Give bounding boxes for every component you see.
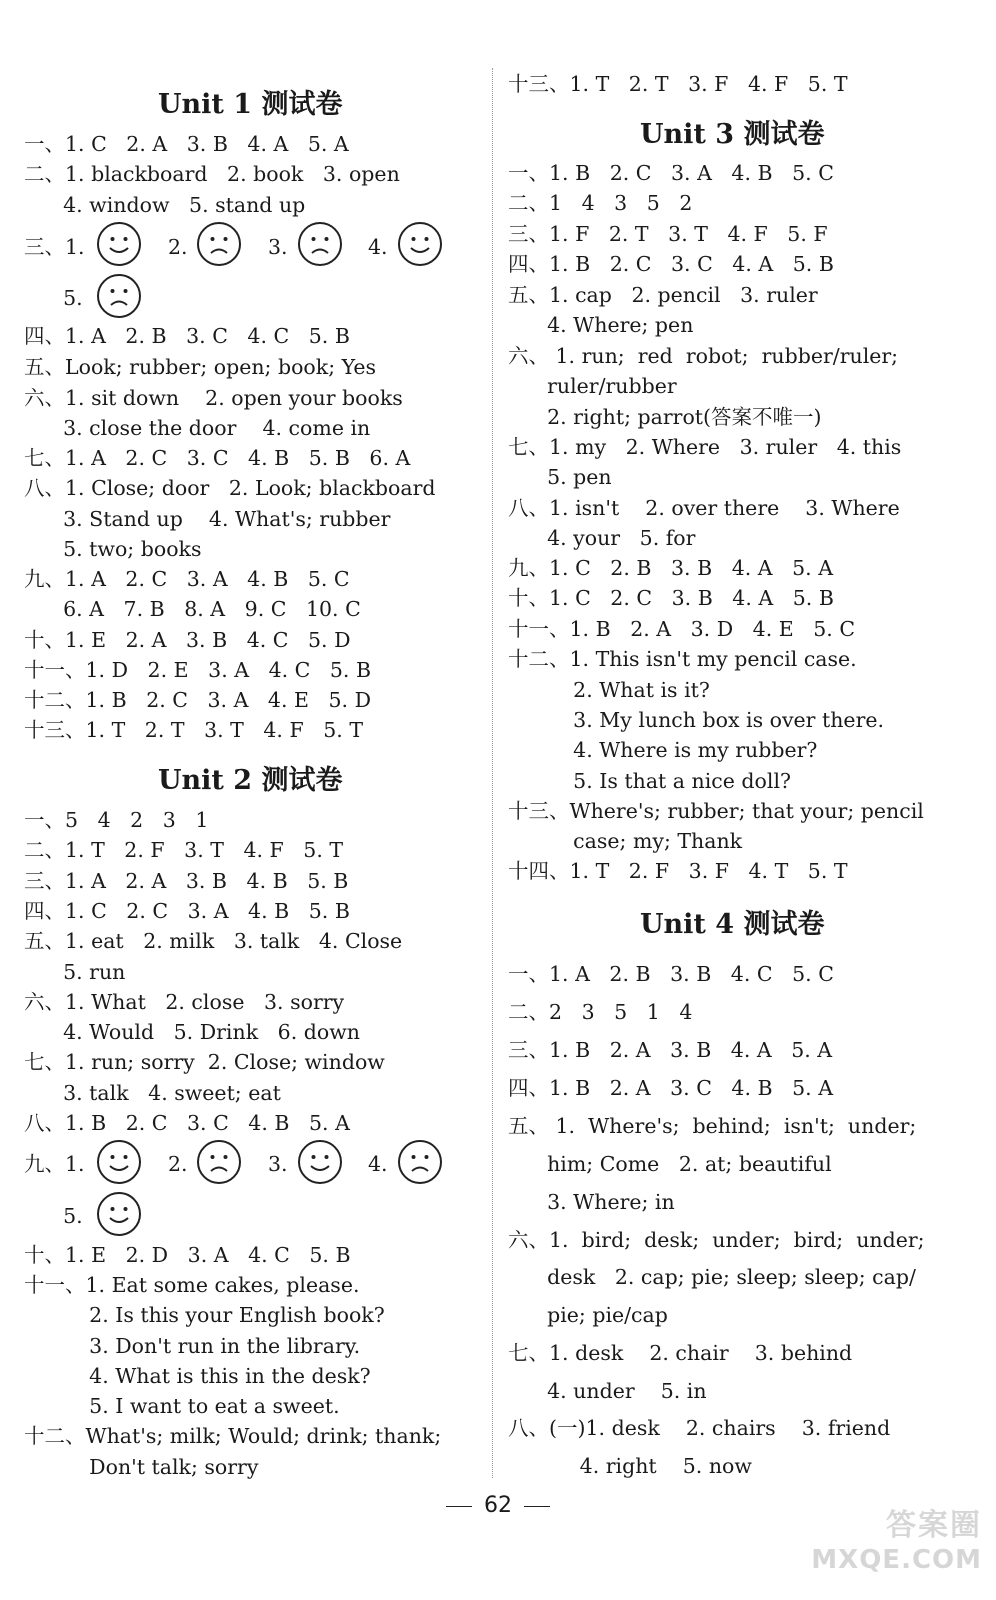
answer-line: 九、1. C 2. B 3. B 4. A 5. A <box>508 556 833 580</box>
smile-face-icon <box>97 1192 141 1236</box>
answer-line: 十、1. E 2. D 3. A 4. C 5. B <box>24 1243 351 1267</box>
answer-line: 九、1. <box>24 1152 85 1176</box>
answer-line: 一、5 4 2 3 1 <box>24 808 209 832</box>
answer-line: 3. <box>268 235 288 259</box>
answer-line: 十三、1. T 2. T 3. T 4. F 5. T <box>24 718 363 742</box>
answer-line: Don't talk; sorry <box>24 1455 259 1479</box>
frown-face-icon <box>197 222 241 266</box>
answer-line: case; my; Thank <box>508 829 743 853</box>
answer-line: 4. your 5. for <box>508 526 696 550</box>
answer-line: 七、1. A 2. C 3. C 4. B 5. B 6. A <box>24 446 411 470</box>
answer-line: 五、1. cap 2. pencil 3. ruler <box>508 283 818 307</box>
answer-line: 2. Is this your English book? <box>24 1303 385 1327</box>
answer-line: 四、1. B 2. C 3. C 4. A 5. B <box>508 252 834 276</box>
unit4-title: Unit 4 测试卷 <box>640 909 825 940</box>
answer-line: 3. Where; in <box>508 1190 675 1214</box>
answer-line: 四、1. C 2. C 3. A 4. B 5. B <box>24 899 350 923</box>
answer-line: 二、2 3 5 1 4 <box>508 1000 693 1024</box>
answer-line: 七、1. my 2. Where 3. ruler 4. this <box>508 435 902 459</box>
frown-face-icon <box>197 1140 241 1184</box>
answer-line: 2. What is it? <box>508 678 710 702</box>
answer-line: 三、1. B 2. A 3. B 4. A 5. A <box>508 1038 833 1062</box>
smile-face-icon <box>398 222 442 266</box>
page-number-text: 62 <box>484 1493 512 1518</box>
answer-line: 6. A 7. B 8. A 9. C 10. C <box>24 597 361 621</box>
answer-line: 5. pen <box>508 465 612 489</box>
answer-line: 七、1. desk 2. chair 3. behind <box>508 1341 853 1365</box>
answer-line: 4. <box>368 1152 388 1176</box>
frown-face-icon <box>97 274 141 318</box>
answer-line: 九、1. A 2. C 3. A 4. B 5. C <box>24 567 350 591</box>
answer-line: 3. close the door 4. come in <box>24 416 371 440</box>
answer-line: ruler/rubber <box>508 374 677 398</box>
answer-line: pie; pie/cap <box>508 1303 668 1327</box>
answer-line: 五、Look; rubber; open; book; Yes <box>24 355 377 379</box>
answer-line: 二、1. blackboard 2. book 3. open <box>24 162 400 186</box>
answer-line: 十四、1. T 2. F 3. F 4. T 5. T <box>508 859 848 883</box>
answer-line: 六、1. sit down 2. open your books <box>24 386 403 410</box>
answer-line: desk 2. cap; pie; sleep; sleep; cap/ <box>508 1265 916 1289</box>
page-number <box>0 1493 996 1518</box>
answer-line: 五、 1. Where's; behind; isn't; under; <box>508 1114 917 1138</box>
answer-line: 五、1. eat 2. milk 3. talk 4. Close <box>24 929 403 953</box>
answer-line: 十、1. C 2. C 3. B 4. A 5. B <box>508 586 834 610</box>
answer-line: 十一、1. Eat some cakes, please. <box>24 1273 360 1297</box>
answer-line: 二、1 4 3 5 2 <box>508 191 693 215</box>
unit2-title: Unit 2 测试卷 <box>158 765 343 796</box>
smile-face-icon <box>97 1140 141 1184</box>
answer-line: 4. Would 5. Drink 6. down <box>24 1020 360 1044</box>
answer-line: 八、1. Close; door 2. Look; blackboard <box>24 476 436 500</box>
answer-line: 4. under 5. in <box>508 1379 707 1403</box>
answer-line: 十一、1. D 2. E 3. A 4. C 5. B <box>24 658 372 682</box>
answer-line: 4. Where; pen <box>508 313 694 337</box>
answer-line: 四、1. A 2. B 3. C 4. C 5. B <box>24 324 350 348</box>
answer-line: 3. <box>268 1152 288 1176</box>
answer-line: 5. run <box>24 960 126 984</box>
answer-line: 六、 1. run; red robot; rubber/ruler; <box>508 344 899 368</box>
answer-line: 三、1. A 2. A 3. B 4. B 5. B <box>24 869 349 893</box>
answer-line: 十二、What's; milk; Would; drink; thank; <box>24 1424 442 1448</box>
unit1-title: Unit 1 测试卷 <box>158 89 343 120</box>
answer-line: 一、1. C 2. A 3. B 4. A 5. A <box>24 132 349 156</box>
answer-line: 3. Stand up 4. What's; rubber <box>24 507 391 531</box>
answer-line: 四、1. B 2. A 3. C 4. B 5. A <box>508 1076 833 1100</box>
answer-line: 2. <box>168 235 188 259</box>
answer-line: 八、(一)1. desk 2. chairs 3. friend <box>508 1416 891 1440</box>
answer-line: 十、1. E 2. A 3. B 4. C 5. D <box>24 628 351 652</box>
smile-face-icon <box>298 1140 342 1184</box>
answer-line: 六、1. What 2. close 3. sorry <box>24 990 345 1014</box>
answer-line: 三、1. <box>24 235 85 259</box>
frown-face-icon <box>298 222 342 266</box>
answer-line: 二、1. T 2. F 3. T 4. F 5. T <box>24 838 344 862</box>
answer-line: 八、1. B 2. C 3. C 4. B 5. A <box>24 1111 350 1135</box>
dash-left <box>446 1506 472 1507</box>
answer-line: him; Come 2. at; beautiful <box>508 1152 832 1176</box>
smile-face-icon <box>97 222 141 266</box>
answer-line: 3. talk 4. sweet; eat <box>24 1081 281 1105</box>
answer-line: 六、1. bird; desk; under; bird; under; <box>508 1228 925 1252</box>
answer-line: 十一、1. B 2. A 3. D 4. E 5. C <box>508 617 856 641</box>
answer-line: 2. <box>168 1152 188 1176</box>
answer-line: 5. Is that a nice doll? <box>508 769 791 793</box>
answer-line: 十二、1. B 2. C 3. A 4. E 5. D <box>24 688 372 712</box>
answer-line: 十二、1. This isn't my pencil case. <box>508 647 857 671</box>
answer-line: 十三、Where's; rubber; that your; pencil <box>508 799 924 823</box>
answer-line: 3. My lunch box is over there. <box>508 708 885 732</box>
answer-line: 4. What is this in the desk? <box>24 1364 371 1388</box>
frown-face-icon <box>398 1140 442 1184</box>
dash-right <box>524 1506 550 1507</box>
answer-line: 5. <box>24 286 83 310</box>
answer-line: 一、1. A 2. B 3. B 4. C 5. C <box>508 962 834 986</box>
answer-line: 5. two; books <box>24 537 202 561</box>
answer-line: 3. Don't run in the library. <box>24 1334 361 1358</box>
answer-line: 5. <box>24 1204 83 1228</box>
answer-line: 八、1. isn't 2. over there 3. Where <box>508 496 900 520</box>
watermark-logo: 答案圈 <box>886 1508 982 1543</box>
answer-line: 4. right 5. now <box>508 1454 752 1478</box>
answer-line: 4. <box>368 235 388 259</box>
answer-line: 2. right; parrot(答案不唯一) <box>508 405 822 429</box>
answer-line: 三、1. F 2. T 3. T 4. F 5. F <box>508 222 828 246</box>
answer-line: 5. I want to eat a sweet. <box>24 1394 340 1418</box>
answer-line: 一、1. B 2. C 3. A 4. B 5. C <box>508 161 834 185</box>
answer-line: 七、1. run; sorry 2. Close; window <box>24 1050 385 1074</box>
unit3-title: Unit 3 测试卷 <box>640 119 825 150</box>
watermark-url: MXQE.COM <box>811 1545 982 1575</box>
column-divider <box>492 68 493 1478</box>
answer-line: 4. Where is my rubber? <box>508 738 818 762</box>
answer-line: 4. window 5. stand up <box>24 193 306 217</box>
answer-line: 十三、1. T 2. T 3. F 4. F 5. T <box>508 72 848 96</box>
